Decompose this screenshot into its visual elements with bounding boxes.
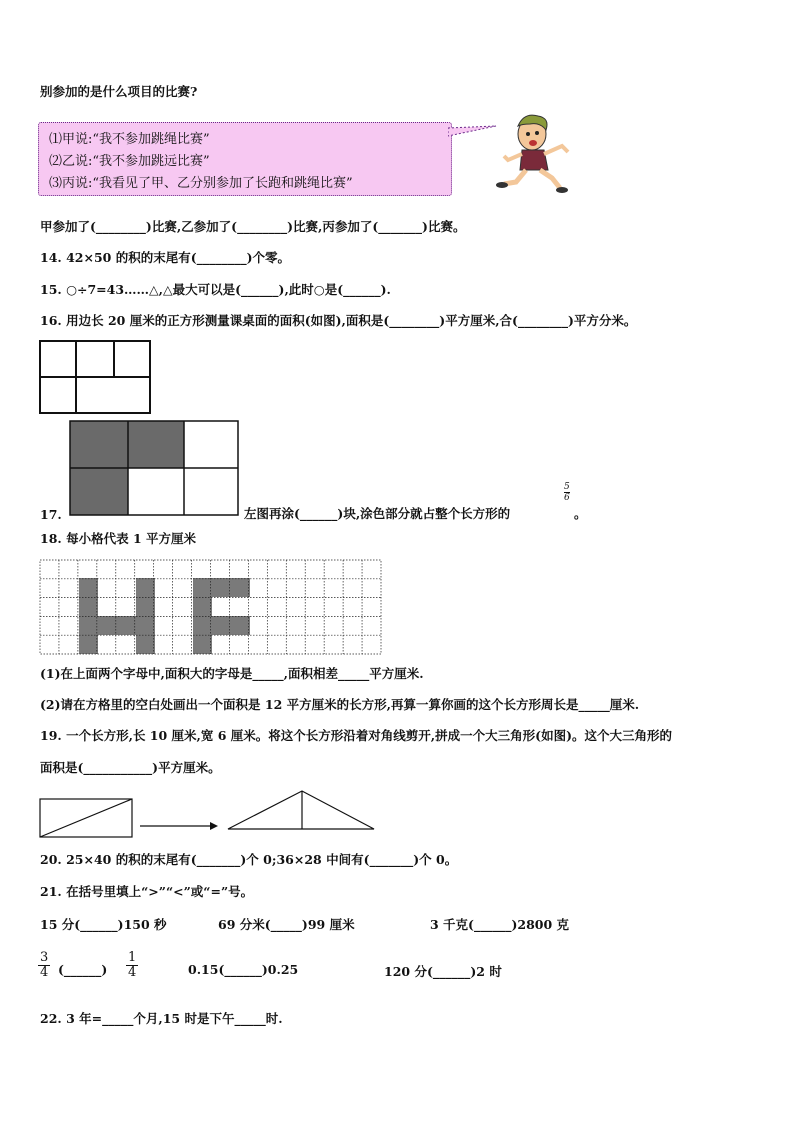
q19-triangle — [228, 791, 374, 829]
q21-row2-c: 120 分(______)2 时 — [384, 964, 502, 979]
q21-row1-b: 69 分米(_____)99 厘米 — [218, 917, 355, 932]
runner-boy-illustration — [494, 112, 580, 194]
frac-num: 3 — [40, 950, 49, 965]
q13-answer: 甲参加了(________)比赛,乙参加了(________)比赛,丙参加了(_______)比赛。 — [40, 219, 466, 234]
frac-den: 4 — [128, 965, 137, 980]
q19-line2: 面积是(___________)平方厘米。 — [40, 760, 221, 775]
bubble-line-2: ⑵乙说:“我不参加跳远比赛” — [49, 154, 210, 169]
bubble-line-3: ⑶丙说:“我看见了甲、乙分别参加了长跑和跳绳比赛” — [49, 176, 353, 191]
q22-text: 22. 3 年=_____个月,15 时是下午_____时. — [40, 1011, 283, 1026]
q21-row1-c: 3 千克(______)2800 克 — [430, 917, 570, 932]
frac-den: 4 — [40, 965, 49, 980]
q18-sub2: (2)请在方格里的空白处画出一个面积是 12 平方厘米的长方形,再算一算你画的这个长方形周长是_____厘米. — [40, 697, 640, 712]
q20-text: 20. 25×40 的积的末尾有(_______)个 0;36×28 中间有(_______)个 0。 — [40, 852, 458, 867]
q18-grid — [39, 559, 383, 657]
letter-h-bar — [98, 616, 136, 635]
q17-frac-den: 6 — [564, 493, 570, 503]
speech-bubble — [38, 122, 452, 196]
letter-h-right — [136, 578, 155, 654]
q21-row2-b: 0.15(______)0.25 — [188, 962, 299, 977]
q17-figure — [68, 419, 242, 519]
q17-frac-num: 5 — [564, 482, 570, 492]
letter-f-stem — [193, 578, 212, 654]
letter-h-left — [79, 578, 98, 654]
q21-frac-1-4 — [126, 951, 138, 980]
q15-text: 15. ○÷7=43……△,△最大可以是(______),此时○是(______). — [40, 282, 391, 297]
letters-shading — [79, 578, 250, 654]
frac-num: 1 — [128, 950, 137, 965]
q19-figures — [38, 789, 378, 841]
q21-row2-blank: (______) — [58, 962, 108, 977]
q13-intro: 别参加的是什么项目的比赛? — [40, 84, 198, 99]
letter-f-mid — [212, 616, 250, 635]
q18-sub1: (1)在上面两个字母中,面积大的字母是_____,面积相差_____平方厘米. — [40, 666, 424, 681]
bubble-tail — [448, 124, 498, 138]
q21-title: 21. 在括号里填上“>”“<”或“=”号。 — [40, 884, 254, 899]
q19-line1: 19. 一个长方形,长 10 厘米,宽 6 厘米。将这个长方形沿着对角线剪开,拼成一个大三角形(如图)。这个大三角形的 — [40, 728, 672, 743]
q16-text: 16. 用边长 20 厘米的正方形测量课桌面的面积(如图),面积是(________)平方厘米,合(________)平方分米。 — [40, 313, 637, 328]
letter-f-top — [212, 578, 250, 597]
q18-title: 18. 每小格代表 1 平方厘米 — [40, 531, 197, 546]
q16-figure — [38, 339, 154, 417]
q19-diagonal — [40, 799, 132, 837]
q14-text: 14. 42×50 的积的末尾有(________)个零。 — [40, 250, 291, 265]
q21-frac-3-4 — [38, 951, 50, 980]
bubble-line-1: ⑴甲说:“我不参加跳绳比赛” — [49, 132, 210, 147]
q17-end: 。 — [574, 506, 587, 521]
q17-fraction — [564, 482, 570, 503]
q17-text: 左图再涂(______)块,涂色部分就占整个长方形的 — [244, 506, 511, 521]
q17-number: 17. — [40, 507, 62, 522]
q21-row1-a: 15 分(______)150 秒 — [40, 917, 167, 932]
